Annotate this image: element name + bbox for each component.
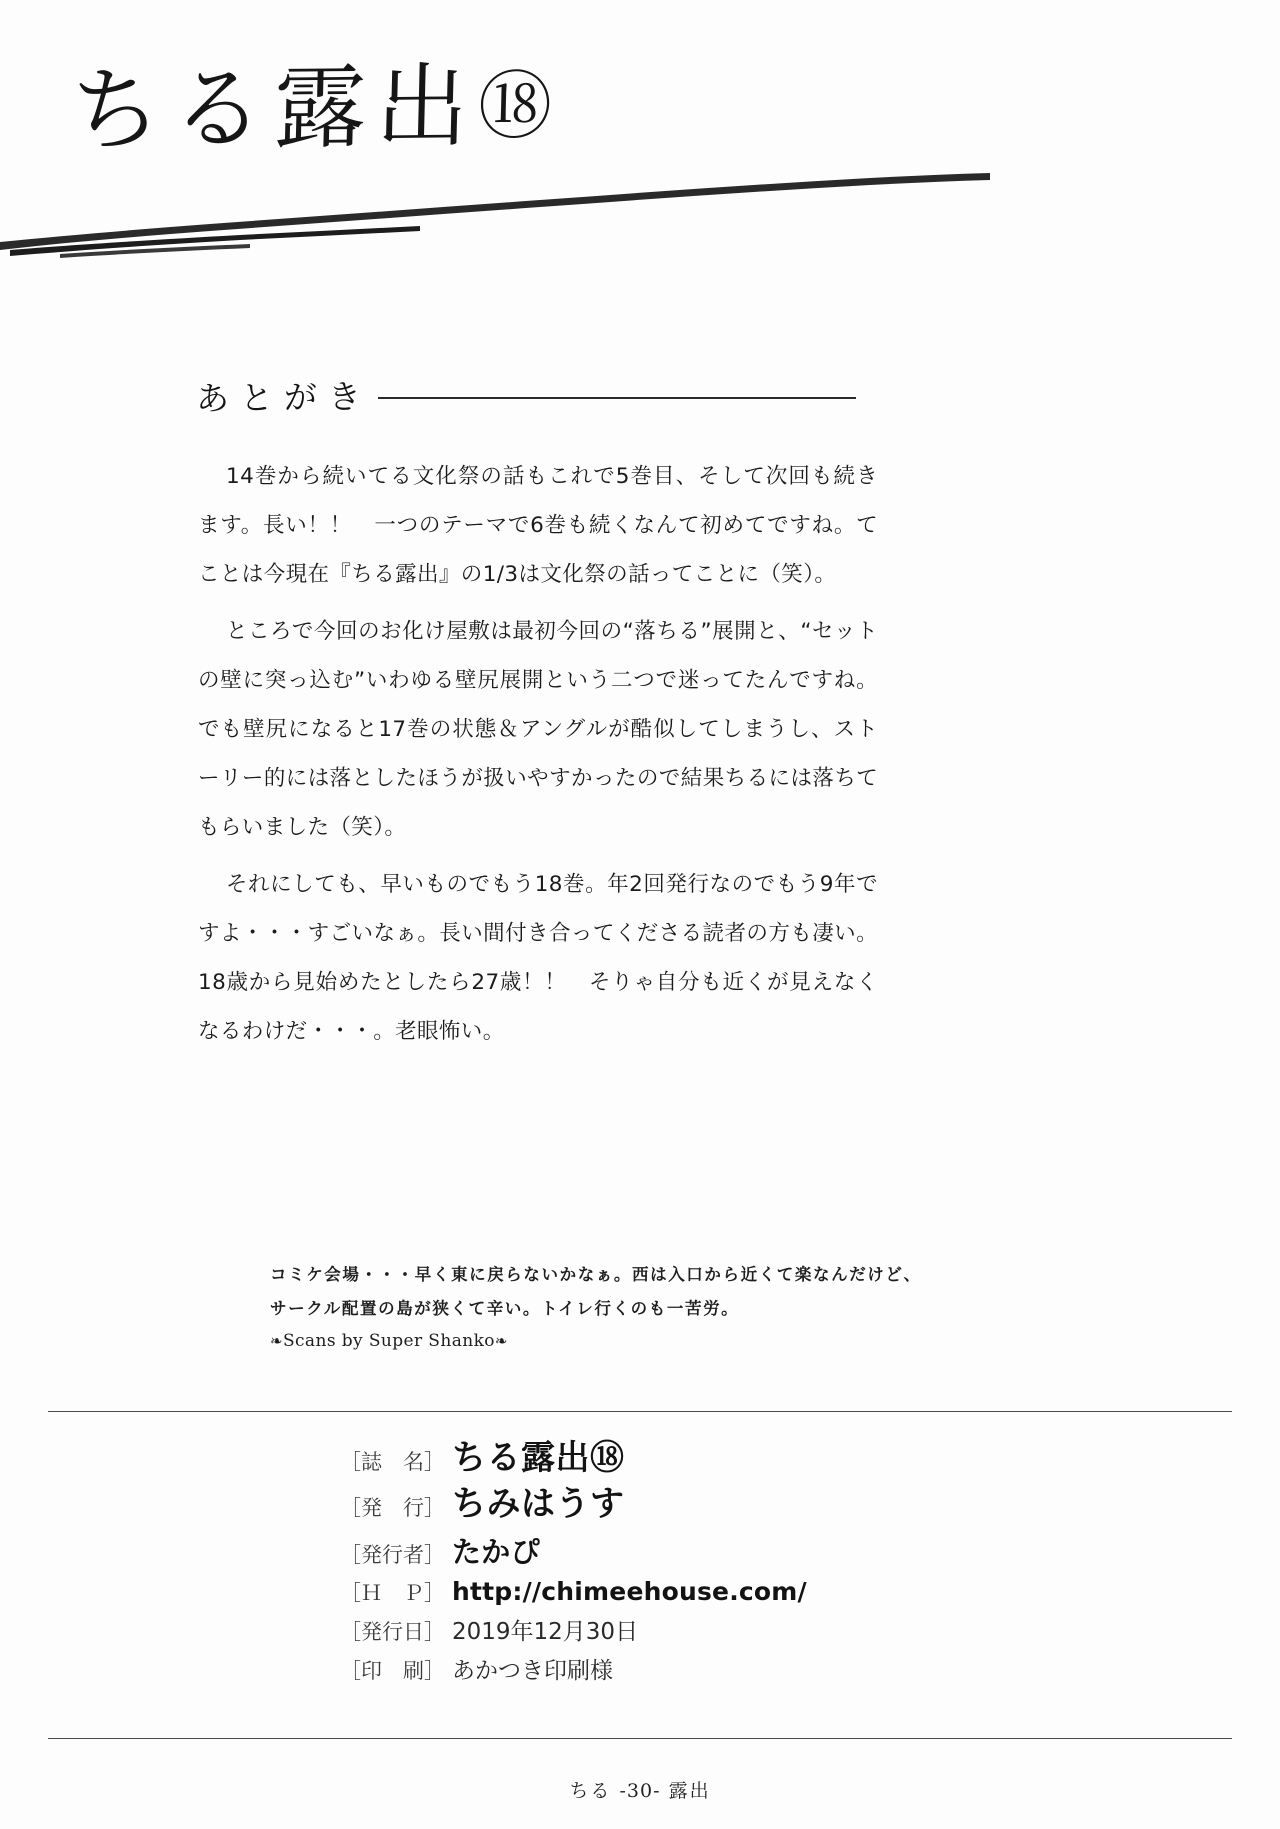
colophon-row-author <box>340 1530 1060 1571</box>
handwritten-note <box>270 1258 922 1356</box>
footer-right-text: 露出 <box>668 1780 711 1802</box>
page-title <box>68 53 711 165</box>
ornament-icon: ❧ <box>270 1332 283 1350</box>
colophon-homepage-link[interactable]: http://chimeehouse.com/ <box>452 1577 807 1607</box>
footer-left-text: ちる <box>569 1780 612 1802</box>
page-footer <box>0 1776 1280 1803</box>
colophon-row-homepage[interactable] <box>340 1577 1060 1607</box>
colophon-value: ちる露出⑱ <box>452 1438 625 1478</box>
colophon-value: たかぴ <box>452 1535 540 1570</box>
colophon-label: ［誌 名］ <box>340 1450 445 1474</box>
colophon-label: ［印 刷］ <box>340 1659 445 1684</box>
afterword-paragraph: 14巻から続いてる文化祭の話もこれで5巻目、そして次回も続きます。長い！！ 一つのテーマで6巻も続くなんて初めてですね。てことは今現在『ちる露出』の1/3は文化祭の話ってことに（笑）。 <box>198 464 878 587</box>
heading-rule <box>378 397 856 399</box>
colophon-row-publisher <box>340 1484 1060 1524</box>
colophon-top-rule <box>48 1411 1232 1412</box>
note-line: サークル配置の島が狭くて辛い。トイレ行くのも一苦労。 <box>270 1299 740 1318</box>
page-number: -30- <box>619 1780 661 1802</box>
cover-title-block <box>68 53 710 202</box>
note-line: コミケ会場・・・早く東に戻らないかなぁ。西は入口から近くて楽なんだけど、 <box>270 1265 922 1284</box>
colophon-block <box>340 1438 1060 1691</box>
title-main-text: ちる露出 <box>68 53 480 165</box>
colophon-label: ［発 行］ <box>340 1496 445 1521</box>
colophon-label: ［発行者］ <box>340 1543 445 1568</box>
colophon-row-title <box>340 1438 1060 1478</box>
afterword-heading: あとがき <box>195 376 373 419</box>
colophon-bottom-rule <box>48 1738 1232 1739</box>
colophon-label: ［発行日］ <box>340 1620 445 1645</box>
title-volume-badge: ⑱ <box>476 63 554 151</box>
colophon-label: ［Ｈ Ｐ］ <box>340 1581 445 1606</box>
afterword-heading-row <box>196 372 856 419</box>
afterword-paragraph: ところで今回のお化け屋敷は最初今回の“落ちる”展開と、“セットの壁に突っ込む”いわゆる壁尻展開という二つで迷ってたんですね。でも壁尻になると17巻の状態＆アングルが酷似してしまうし、ストーリー的には落としたほうが扱いやすかったので結果ちるには落ちてもらいました（笑）。 <box>198 619 878 840</box>
colophon-row-date <box>340 1613 1060 1646</box>
scan-credit-text: Scans by Super Shanko <box>282 1331 495 1351</box>
ornament-icon: ❧ <box>494 1332 508 1350</box>
colophon-row-printer <box>340 1652 1060 1685</box>
afterword-body <box>198 452 878 1064</box>
colophon-value: あかつき印刷様 <box>452 1658 613 1685</box>
scan-credit <box>270 1326 890 1356</box>
colophon-value: ちみはうす <box>452 1484 625 1525</box>
colophon-value: 2019年12月30日 <box>452 1619 639 1646</box>
afterword-paragraph: それにしても、早いものでもう18巻。年2回発行なのでもう9年ですよ・・・すごいなぁ。長い間付き合ってくださる読者の方も凄い。18歳から見始めたとしたら27歳！！ そりゃ自分も近くが見えなくなるわけだ・・・。老眼怖い。 <box>198 872 878 1044</box>
